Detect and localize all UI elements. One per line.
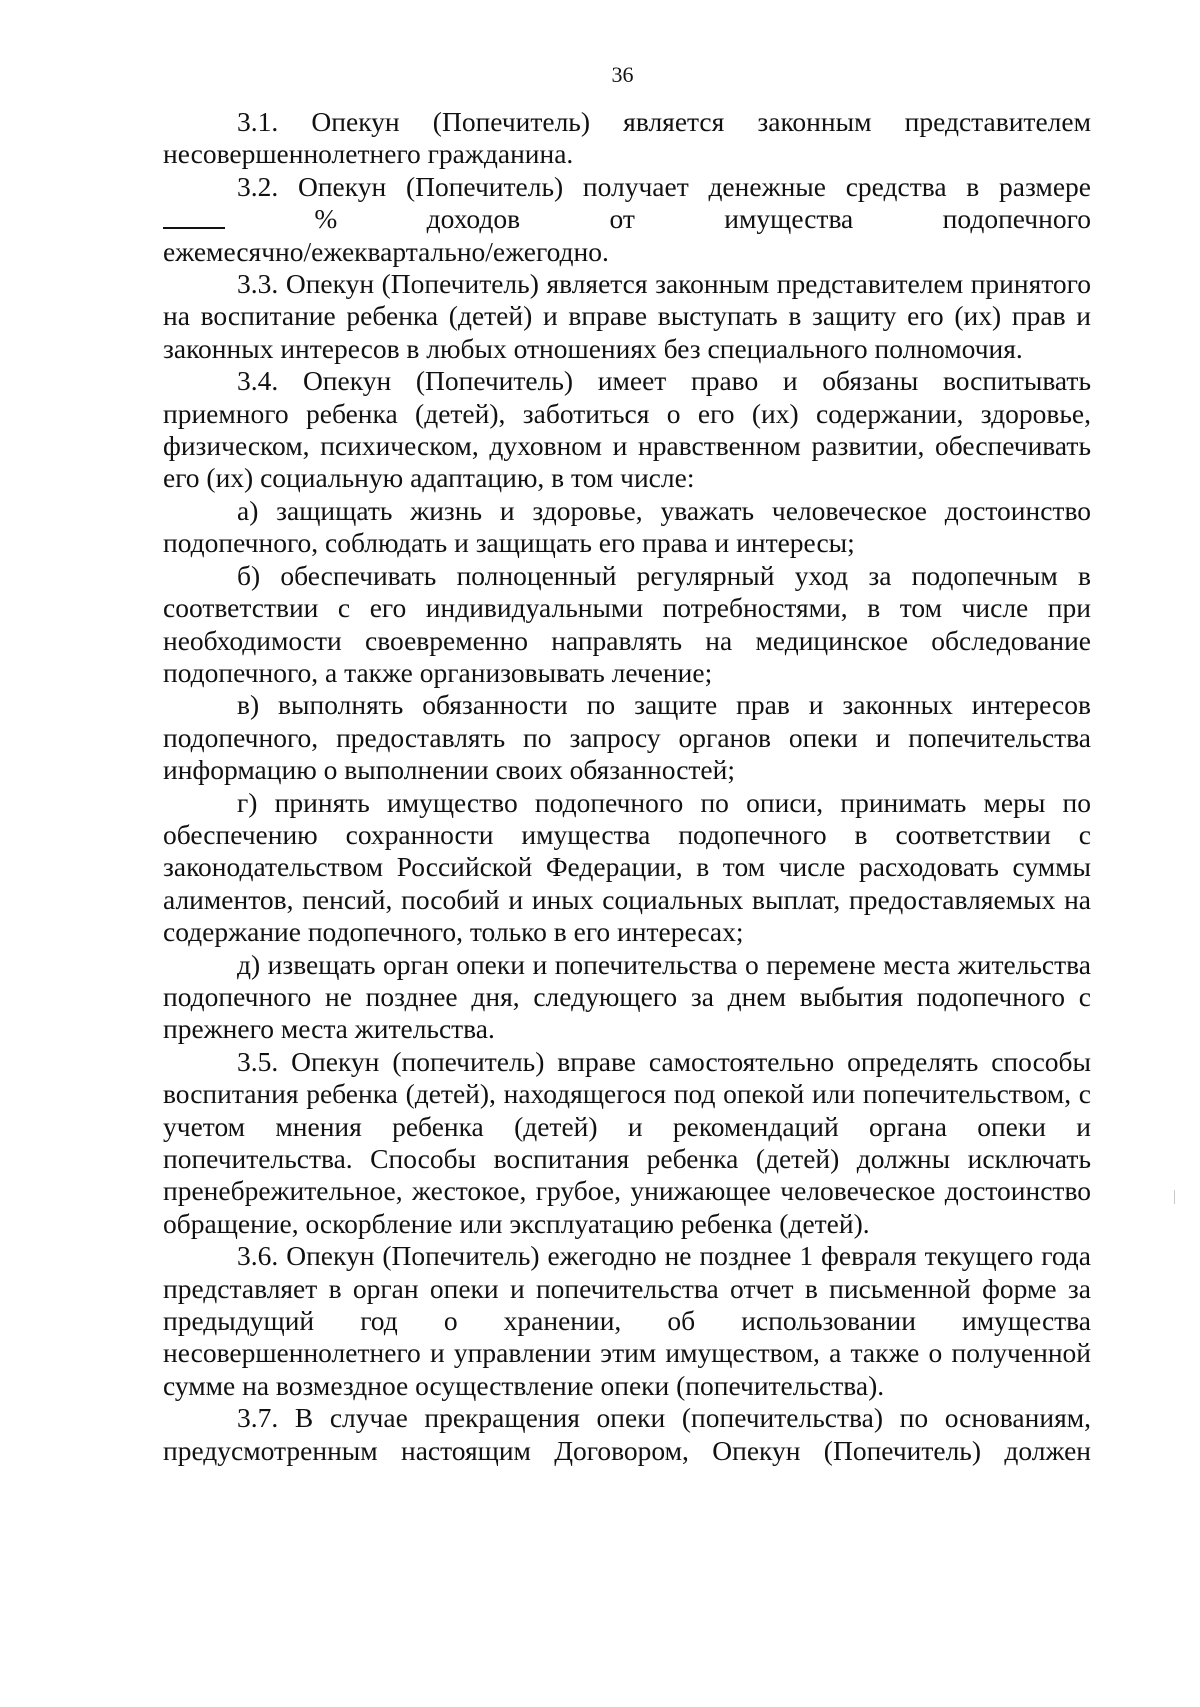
clause-3-4-v: в) выполнять обязанности по защите прав и законных интересов подопечного, предоставлять по запросу органов опеки и попечительства информацию о выполнении своих обязанностей;: [163, 689, 1091, 786]
clause-3-2: [163, 171, 1091, 268]
clause-3-6: 3.6. Опекун (Попечитель) ежегодно не позднее 1 февраля текущего года представляет в орган опеки и попечительства отчет в письменной форме за предыдущий год о хранении, об использовании имущества несовершеннолетнего и управлении этим имуществом, а также о полученной сумме на возмездное осуществление опеки (попечительства).: [163, 1240, 1091, 1401]
blank-amount-field: [163, 203, 225, 229]
clause-3-2-line-2: [163, 203, 1091, 235]
document-body: [163, 106, 1091, 1467]
clause-3-7: 3.7. В случае прекращения опеки (попечительства) по основаниям, предусмотренным настоящим Договором, Опекун (Попечитель) должен: [163, 1402, 1091, 1466]
clause-3-4-d: д) извещать орган опеки и попечительства о перемене места жительства подопечного не позднее дня, следующего за днем выбытия подопечного с прежнего места жительства.: [163, 948, 1091, 1045]
clause-3-1: 3.1. Опекун (Попечитель) является законным представителем несовершеннолетнего гражданина.: [163, 106, 1091, 170]
clause-3-4: 3.4. Опекун (Попечитель) имеет право и обязаны воспитывать приемного ребенка (детей), заботиться о его (их) содержании, здоровье, физическом, психическом, духовном и нравственном развитии, обеспечивать его (их) социальную адаптацию, в том числе:: [163, 365, 1091, 494]
clause-3-3: 3.3. Опекун (Попечитель) является законным представителем принятого на воспитание ребенка (детей) и вправе выступать в защиту его (их) прав и законных интересов в любых отношениях без специального полномочия.: [163, 268, 1091, 364]
word-income: доходов: [426, 203, 521, 235]
scan-artifact-mark: [1174, 1190, 1175, 1204]
clause-3-2-line-3: ежемесячно/ежеквартально/ежегодно.: [163, 235, 609, 267]
word-ward: подопечного: [942, 203, 1091, 235]
clause-3-2-line-1: 3.2. Опекун (Попечитель) получает денежные средства в размере: [237, 170, 1091, 202]
percent-sign: %: [314, 203, 338, 235]
page-number: 36: [611, 62, 634, 87]
word-from: от: [609, 203, 635, 235]
clause-3-4-g: г) принять имущество подопечного по описи, принимать меры по обеспечению сохранности имущества подопечного в соответствии с законодательством Российской Федерации, в том числе расходовать суммы алиментов, пенсий, пособий и иных социальных выплат, предоставляемых на содержание подопечного, только в его интересах;: [163, 786, 1091, 948]
clause-3-5: 3.5. Опекун (попечитель) вправе самостоятельно определять способы воспитания ребенка (детей), находящегося под опекой или попечительством, с учетом мнения ребенка (детей) и рекомендаций органа опеки и попечительства. Способы воспитания ребенка (детей) должны исключать пренебрежительное, жестокое, грубое, унижающее человеческое достоинство обращение, оскорбление или эксплуатацию ребенка (детей).: [163, 1045, 1091, 1239]
clause-3-4-b: б) обеспечивать полноценный регулярный уход за подопечным в соответствии с его индивидуальными потребностями, в том числе при необходимости своевременно направлять на медицинское обследование подопечного, а также организовывать лечение;: [163, 559, 1091, 688]
clause-3-4-a: а) защищать жизнь и здоровье, уважать человеческое достоинство подопечного, соблюдать и защищать его права и интересы;: [163, 494, 1091, 559]
word-property: имущества: [724, 203, 854, 235]
